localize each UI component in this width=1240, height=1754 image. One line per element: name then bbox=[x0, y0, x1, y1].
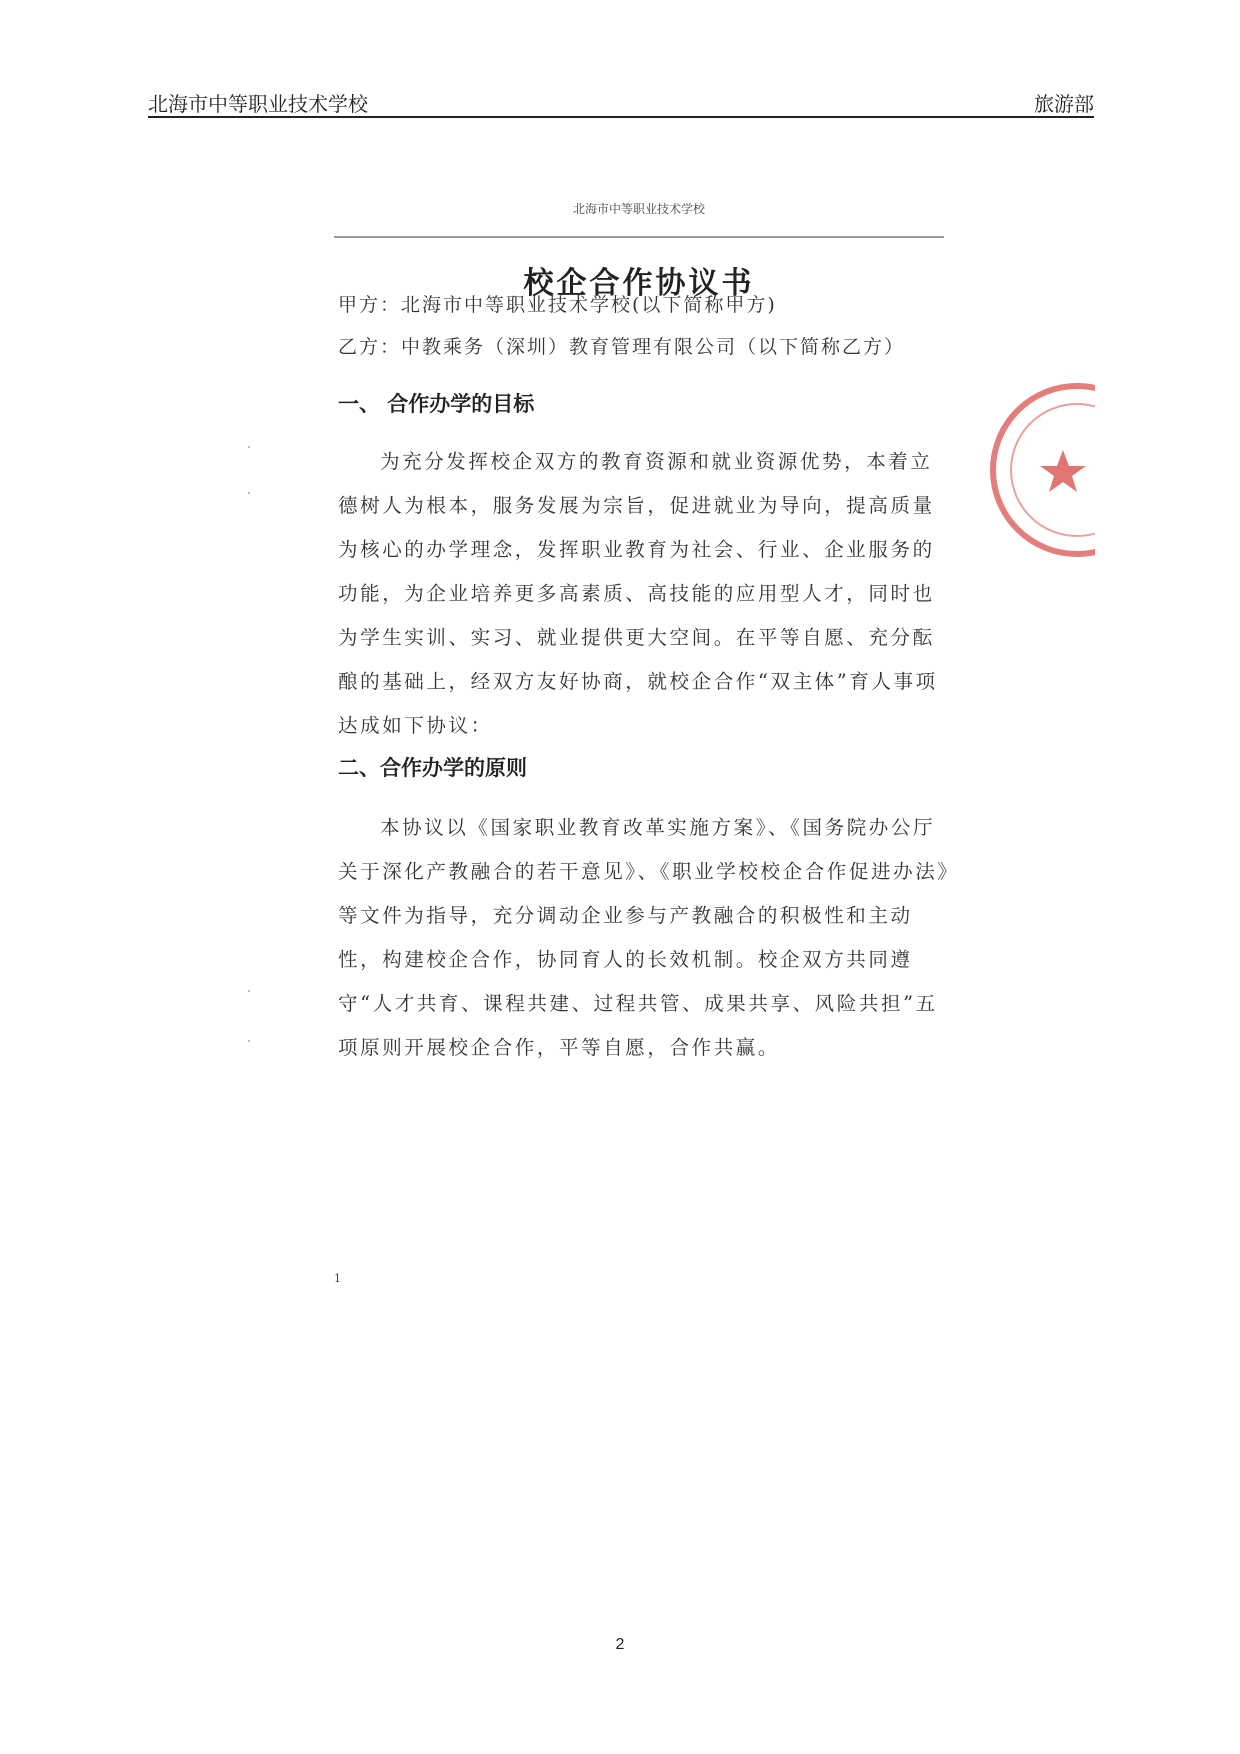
scan-header-rule bbox=[334, 236, 944, 238]
party-a: 甲方：北海市中等职业技术学校(以下简称甲方) bbox=[338, 294, 777, 316]
seal-stamp-icon bbox=[985, 370, 1095, 570]
section-2-text: 本协议以《国家职业教育改革实施方案》、《国务院办公厅关于深化产教融合的若干意见》、《职业学校校企合作促进办法》等文件为指导，充分调动企业参与产教融合的积极性和主动性，构建校企合作，协同育人的长效机制。校企双方共同遵守“人才共育、课程共建、过程共管、成果共享、风险共担”五项原则开展校企合作，平等自愿，合作共赢。 bbox=[338, 816, 950, 1059]
page-number: 2 bbox=[615, 1636, 625, 1653]
section-1-text: 为充分发挥校企双方的教育资源和就业资源优势，本着立德树人为根本，服务发展为宗旨，促进就业为导向，提高质量为核心的办学理念，发挥职业教育为社会、行业、企业服务的功能，为企业培养更多高素质、高技能的应用型人才，同时也为学生实训、实习、就业提供更大空间。在平等自愿、充分酝酿的基础上，经双方友好协商，就校企合作“双主体”育人事项达成如下协议： bbox=[338, 450, 938, 737]
scan-speck bbox=[248, 1040, 250, 1042]
header-department: 旅游部 bbox=[1034, 92, 1094, 116]
section-1-title: 一、 合作办学的目标 bbox=[338, 391, 535, 416]
scan-speck bbox=[248, 446, 250, 448]
scanned-agreement bbox=[320, 180, 970, 1300]
party-b: 乙方：中教乘务（深圳）教育管理有限公司（以下简称乙方） bbox=[338, 336, 906, 358]
scan-header: 北海市中等职业技术学校 bbox=[572, 202, 705, 216]
company-seal bbox=[985, 370, 1095, 570]
scan-page-number: 1 bbox=[334, 1272, 341, 1285]
page-header bbox=[148, 86, 1094, 118]
section-2-title: 二、合作办学的原则 bbox=[338, 755, 527, 780]
header-school-name: 北海市中等职业技术学校 bbox=[148, 92, 368, 116]
agreement-title: 校企合作协议书 bbox=[523, 266, 755, 301]
scan-speck bbox=[248, 990, 250, 992]
scan-speck bbox=[248, 492, 250, 494]
